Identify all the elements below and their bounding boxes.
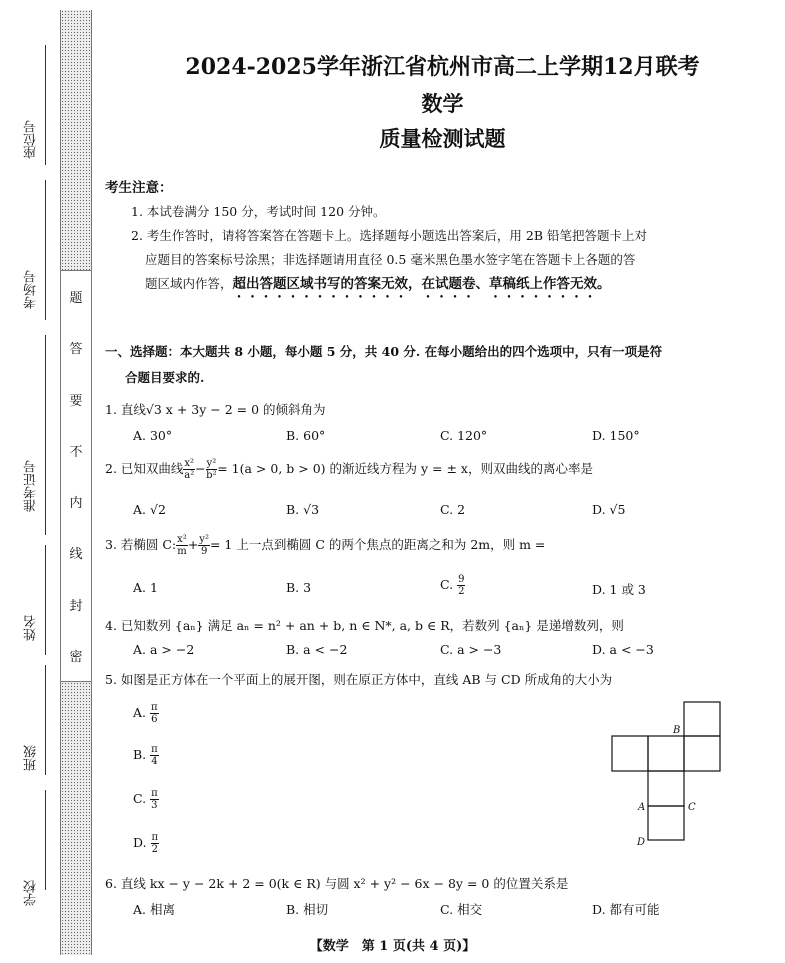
class-line (45, 665, 46, 775)
net-face (684, 702, 720, 736)
q2-minus: − (195, 461, 206, 476)
notice-block (105, 176, 765, 301)
q5-d-label: D. (133, 835, 147, 850)
q5-d-den: 2 (151, 844, 159, 855)
q3-c-den: 2 (458, 586, 465, 597)
net-face (648, 771, 684, 806)
q5-b-den: 4 (151, 756, 158, 767)
notice-heading: 考生注意： (105, 180, 173, 196)
q5-b-label: B. (133, 747, 147, 762)
notice-item-2c-line (105, 272, 765, 301)
q4-stem: 4. 已知数列 {aₙ} 满足 aₙ = n² + an + b, n ∈ N*, a, b ∈ R，若数列 {aₙ} 是递增数列，则 (105, 618, 624, 633)
q5-option-c (133, 788, 159, 811)
q5-option-b (133, 744, 159, 767)
q1-stem-a: 1. 直线 (105, 402, 146, 417)
q3-frac1-num: x² (177, 534, 187, 545)
class-label: 班级 (24, 745, 39, 771)
name-line (45, 545, 46, 655)
q6-option-a: A. 相离 (133, 902, 175, 917)
q3-option-b: B. 3 (286, 580, 312, 595)
q2-option-a: A. √2 (133, 502, 166, 517)
cube-net-figure (610, 700, 730, 850)
test-subtitle: 质量检测试题 (379, 126, 506, 151)
notice-item-2a: 2. 考生作答时，请将答案答在答题卡上。选择题每小题选出答案后，用 2B 铅笔把答题卡上对 (131, 228, 647, 243)
section-heading-2: 合题目要求的. (125, 370, 205, 385)
q5-a-label: A. (133, 705, 147, 720)
net-face (612, 736, 648, 771)
seat-line (45, 45, 46, 165)
q5-c-label: C. (133, 791, 147, 806)
q3-stem-b: = 1 上一点到椭圆 C 的两个焦点的距离之和为 2m，则 m = (209, 537, 546, 552)
q2-frac2-den: b² (206, 470, 217, 481)
q5-c-fraction (150, 788, 159, 811)
q5-b-fraction (150, 744, 159, 767)
point-d-label: D (637, 837, 646, 848)
q3-plus: + (187, 537, 199, 552)
q2-frac2-num: y² (206, 458, 217, 469)
q3-fraction-1 (176, 534, 188, 557)
section-heading-1: 一、选择题：本大题共 8 小题，每小题 5 分，共 40 分. 在每小题给出的四个选项中，只有一项是符 (105, 344, 663, 359)
subject-title: 数学 (421, 91, 464, 116)
q3-option-d: D. 1 或 3 (592, 582, 646, 597)
q3-fraction-2 (198, 534, 210, 557)
q3-stem-a: 3. 若椭圆 C: (105, 537, 177, 552)
q6-option-b: B. 相切 (286, 902, 329, 917)
q2-option-b: B. √3 (286, 502, 320, 517)
q6-option-c: C. 相交 (440, 902, 483, 917)
q5-b-num: π (151, 744, 158, 755)
q6-stem: 6. 直线 kx − y − 2k + 2 = 0(k ∈ R) 与圆 x² + y² − 6x − 8y = 0 的位置关系是 (105, 876, 569, 891)
q2-stem-b: = 1(a > 0, b > 0) 的渐近线方程为 y = ± x，则双曲线的离心率是 (217, 461, 593, 476)
binding-strip (0, 0, 100, 963)
net-face (648, 736, 684, 771)
q5-d-num: π (151, 832, 159, 843)
name-label: 姓名 (24, 615, 39, 641)
net-face (684, 736, 720, 771)
point-b-label: B (673, 725, 681, 736)
q1-stem-b: √3 x + 3y − 2 = 0 的倾斜角为 (145, 402, 326, 417)
notice-item-2c: 题区域内作答， (145, 276, 233, 291)
q1-option-c: C. 120° (440, 428, 488, 443)
q5-a-den: 6 (151, 714, 158, 725)
exam-title: 2024-2025学年浙江省杭州市高二上学期12月联考 (185, 54, 700, 80)
q3-frac2-den: 9 (200, 546, 208, 557)
notice-item-1: 1. 本试卷满分 150 分，考试时间 120 分钟。 (131, 204, 386, 219)
q6-option-d: D. 都有可能 (592, 902, 660, 917)
seal-char: 封 (69, 598, 83, 614)
q5-a-num: π (151, 702, 158, 713)
q5-c-num: π (151, 788, 158, 799)
q4-option-d: D. a < −3 (592, 642, 654, 657)
q3-option-c (440, 574, 465, 597)
q2-option-c: C. 2 (440, 502, 466, 517)
seal-line-notice (60, 270, 92, 682)
q5-stem: 5. 如图是正方体在一个平面上的展开图，则在原正方体中，直线 AB 与 CD 所成角的大小为 (105, 672, 613, 687)
q5-d-fraction (151, 832, 160, 855)
q2-fraction-2 (206, 458, 218, 481)
q2-frac1-den: a² (184, 470, 195, 481)
seal-char: 要 (69, 393, 83, 409)
point-a-label: A (638, 802, 646, 813)
room-line (45, 180, 46, 320)
q5-c-den: 3 (151, 800, 158, 811)
q1-option-b: B. 60° (286, 428, 326, 443)
q5-a-fraction (150, 702, 159, 725)
school-label: 学校 (24, 880, 39, 906)
q1-option-a: A. 30° (133, 428, 173, 443)
q3-c-label: C. (440, 577, 454, 592)
q2-frac1-num: x² (184, 458, 195, 469)
q5-option-a (133, 702, 159, 725)
q1-stem (105, 400, 326, 418)
ticket-line (45, 335, 46, 535)
q5-option-d (133, 832, 159, 855)
notice-emphasis: 超出答题区域书写的答案无效，在试题卷、草稿纸上作答无效。 (232, 276, 611, 292)
seal-char: 线 (69, 547, 83, 563)
q3-frac2-num: y² (199, 534, 209, 545)
q3-c-fraction (457, 574, 465, 597)
q2-stem (105, 458, 593, 481)
net-face (648, 806, 684, 840)
seal-char: 不 (69, 444, 83, 460)
q4-option-a: A. a > −2 (133, 642, 195, 657)
seal-char: 题 (69, 291, 83, 307)
q4-option-b: B. a < −2 (286, 642, 348, 657)
point-c-label: C (688, 802, 696, 813)
seat-label: 座位号 (24, 120, 39, 159)
q1-option-d: D. 150° (592, 428, 640, 443)
q3-option-a: A. 1 (133, 580, 158, 595)
q3-c-num: 9 (458, 574, 465, 585)
q3-stem (105, 534, 545, 557)
seal-char: 密 (69, 649, 83, 665)
seal-char: 答 (69, 342, 83, 358)
school-line (45, 790, 46, 890)
page-footer: 【数学 第 1 页(共 4 页)】 (309, 939, 476, 954)
q2-option-d: D. √5 (592, 502, 626, 517)
ticket-label: 准考证号 (24, 460, 39, 512)
room-label: 考场号 (24, 270, 39, 309)
q2-stem-a: 2. 已知双曲线 (105, 461, 184, 476)
q2-fraction-1 (183, 458, 195, 481)
seal-char: 内 (69, 496, 83, 512)
q3-frac1-den: m (177, 546, 187, 557)
notice-item-2b: 应题目的答案标号涂黑；非选择题请用直径 0.5 毫米黑色墨水签字笔在答题卡上各题的答 (145, 252, 636, 267)
q4-option-c: C. a > −3 (440, 642, 502, 657)
